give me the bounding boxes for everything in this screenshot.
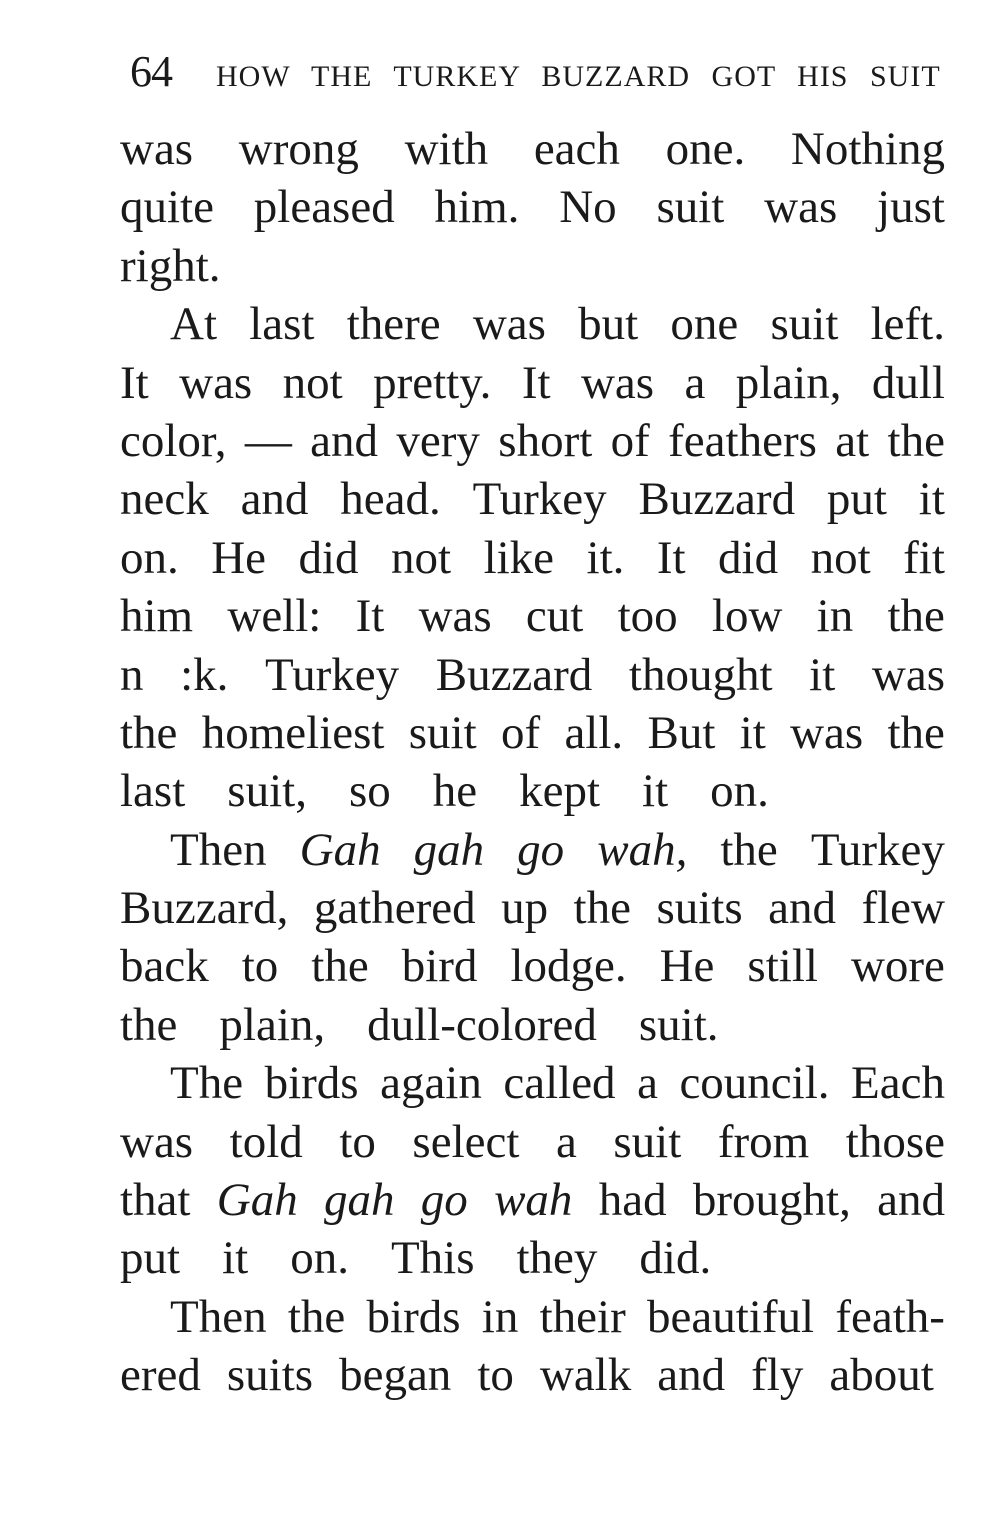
italic-word: wah (494, 1174, 573, 1227)
word: council. (679, 1057, 830, 1110)
word: at (835, 414, 870, 467)
word: last (249, 298, 315, 351)
word: — (244, 414, 292, 467)
word: did (298, 531, 359, 584)
body-text (120, 122, 945, 1407)
word: He (211, 531, 267, 584)
text-line (120, 764, 945, 822)
word: it (222, 1232, 249, 1285)
word: Then (170, 1290, 267, 1343)
word: just (877, 181, 945, 234)
word: but (578, 298, 639, 351)
word: up (501, 882, 549, 935)
word: did (718, 531, 779, 584)
word: Buzzard, (120, 882, 289, 935)
word: the (887, 414, 945, 467)
word: put (120, 1232, 181, 1285)
word: plain, (735, 356, 842, 409)
page-header (130, 47, 941, 96)
word: there (346, 298, 441, 351)
word: birds (264, 1057, 359, 1110)
word: was (418, 590, 492, 643)
word: the (720, 823, 778, 876)
word: to (339, 1115, 376, 1168)
word: kept (519, 765, 601, 818)
word: lodge. (510, 940, 627, 993)
word: low (711, 590, 783, 643)
word: suit (770, 298, 839, 351)
running-title: HOW THE TURKEY BUZZARD GOT HIS SUIT (216, 60, 941, 93)
text-line (120, 1115, 945, 1173)
word: thought (628, 648, 773, 701)
word: it. (586, 531, 625, 584)
word: back (120, 940, 209, 993)
word: not (810, 531, 871, 584)
word: and (768, 882, 836, 935)
word: called (503, 1057, 616, 1110)
word: color, (120, 414, 227, 467)
word: was (790, 706, 864, 759)
word: him (120, 590, 194, 643)
word: pleased (253, 181, 395, 234)
word: dull-colored (367, 998, 597, 1051)
word: too (617, 590, 678, 643)
word: it (918, 473, 945, 526)
word: fit (903, 531, 945, 584)
word: wore (850, 940, 945, 993)
text-line (120, 180, 945, 238)
word: a (684, 356, 706, 409)
word: suits (656, 882, 743, 935)
text-line (120, 881, 945, 939)
word: homeliest (201, 706, 385, 759)
italic-word: go (420, 1174, 468, 1227)
italic-word: Gah (216, 1174, 298, 1227)
word: to (477, 1349, 514, 1402)
word: cut (525, 590, 584, 643)
text-line (120, 1056, 945, 1114)
word: Turkey (265, 648, 400, 701)
word: like (483, 531, 555, 584)
word: It (656, 531, 686, 584)
word: beautiful (647, 1290, 815, 1343)
word: was (179, 356, 253, 409)
word: they (516, 1232, 598, 1285)
text-line (120, 1173, 945, 1231)
text-line (120, 998, 945, 1056)
word: pretty. (373, 356, 492, 409)
word: birds (366, 1290, 461, 1343)
word: quite (120, 181, 214, 234)
text-line (120, 1348, 945, 1406)
word: suit. (638, 998, 719, 1051)
word: all. (564, 706, 624, 759)
word: It (355, 590, 385, 643)
word: not (282, 356, 343, 409)
word: that (120, 1174, 191, 1227)
text-line (120, 297, 945, 355)
word: the (573, 882, 631, 935)
word: No (559, 181, 617, 234)
text-line (120, 414, 945, 472)
word: But (647, 706, 716, 759)
italic-word: gah (413, 823, 485, 876)
text-line (120, 823, 945, 881)
word: still (747, 940, 818, 993)
text-line (120, 706, 945, 764)
page-number: 64 (130, 47, 172, 96)
word: in (816, 590, 854, 643)
italic-word: Gah (299, 823, 381, 876)
word: The (170, 1057, 244, 1110)
word: feathers (668, 414, 817, 467)
word: in (481, 1290, 519, 1343)
word: suit (656, 181, 725, 234)
word: not (391, 531, 452, 584)
word: the (311, 940, 369, 993)
word: from (717, 1115, 810, 1168)
text-line (120, 939, 945, 997)
word: Buzzard (435, 648, 593, 701)
word: with (404, 123, 489, 175)
word: was (472, 298, 546, 351)
word: one (670, 298, 739, 351)
word: dull (871, 356, 945, 409)
text-line (120, 122, 945, 180)
word: began (339, 1349, 452, 1402)
text-line (120, 1231, 945, 1289)
word: well: (227, 590, 322, 643)
word: of (610, 414, 650, 467)
word: to (241, 940, 279, 993)
word: fly (751, 1349, 804, 1402)
word: Buzzard (638, 473, 796, 526)
word: wrong (238, 123, 359, 175)
word: and (877, 1174, 945, 1227)
text-line (120, 531, 945, 589)
word: short (498, 414, 593, 467)
word: it (809, 648, 836, 701)
word: n (120, 648, 144, 701)
word: suit, (227, 765, 307, 818)
word: the (120, 706, 178, 759)
word: plain, (219, 998, 326, 1051)
word: a (637, 1057, 658, 1110)
word: those (845, 1115, 945, 1168)
word: Turkey (472, 473, 607, 526)
word: gathered (313, 882, 476, 935)
word: ered (120, 1349, 201, 1402)
word: suit (613, 1115, 682, 1168)
word: He (659, 940, 715, 993)
word: the (887, 706, 945, 759)
word: was (580, 356, 655, 409)
word: was (871, 648, 945, 701)
word: Turkey (810, 823, 945, 876)
text-line (120, 239, 945, 297)
word: It (521, 356, 551, 409)
word: feath- (835, 1290, 945, 1343)
word: Each (851, 1057, 945, 1110)
word: of (500, 706, 541, 759)
word: again (380, 1057, 482, 1110)
word: it (739, 706, 766, 759)
word: flew (861, 882, 945, 935)
word: had (598, 1174, 667, 1227)
word: Then (170, 823, 267, 876)
word: the (887, 590, 945, 643)
word: neck (120, 473, 209, 526)
italic-word: gah (324, 1174, 395, 1227)
word: the (287, 1290, 346, 1343)
word: and (310, 414, 379, 467)
word: him. (434, 181, 520, 234)
word: was (764, 181, 838, 234)
word: and (240, 473, 309, 526)
word: bird (401, 940, 478, 993)
word: suit (408, 706, 477, 759)
word: the (120, 998, 178, 1051)
word: last (120, 765, 186, 818)
text-line (120, 1290, 945, 1348)
word: brought, (692, 1174, 851, 1227)
word: head. (340, 473, 441, 526)
word: put (826, 473, 887, 526)
word: each (533, 123, 620, 175)
text-line (120, 356, 945, 414)
word: right. (120, 239, 221, 292)
word: on. (120, 531, 179, 584)
word: on. (710, 765, 769, 818)
word: select (412, 1115, 520, 1168)
italic-word: go (517, 823, 565, 876)
text-line (120, 472, 945, 530)
text-line (120, 589, 945, 647)
word: and (657, 1349, 726, 1402)
word: :k. (180, 648, 229, 701)
word: on. (290, 1232, 349, 1285)
text-line (120, 648, 945, 706)
word: walk (539, 1349, 632, 1402)
word: was (120, 1115, 194, 1168)
word: At (170, 298, 217, 351)
word: very (396, 414, 480, 467)
italic-word: wah, (597, 823, 688, 876)
word: This (390, 1232, 475, 1285)
word: about (829, 1349, 934, 1402)
word: a (555, 1115, 577, 1168)
word: left. (870, 298, 945, 351)
word: It (120, 356, 149, 409)
word: their (539, 1290, 626, 1343)
word: so (348, 765, 391, 818)
word: Nothing (790, 123, 945, 175)
word: did. (639, 1232, 712, 1285)
word: he (432, 765, 478, 818)
word: it (642, 765, 669, 818)
word: suits (226, 1349, 314, 1402)
word: told (229, 1115, 303, 1168)
word: was (120, 123, 194, 175)
word: one. (665, 123, 746, 175)
